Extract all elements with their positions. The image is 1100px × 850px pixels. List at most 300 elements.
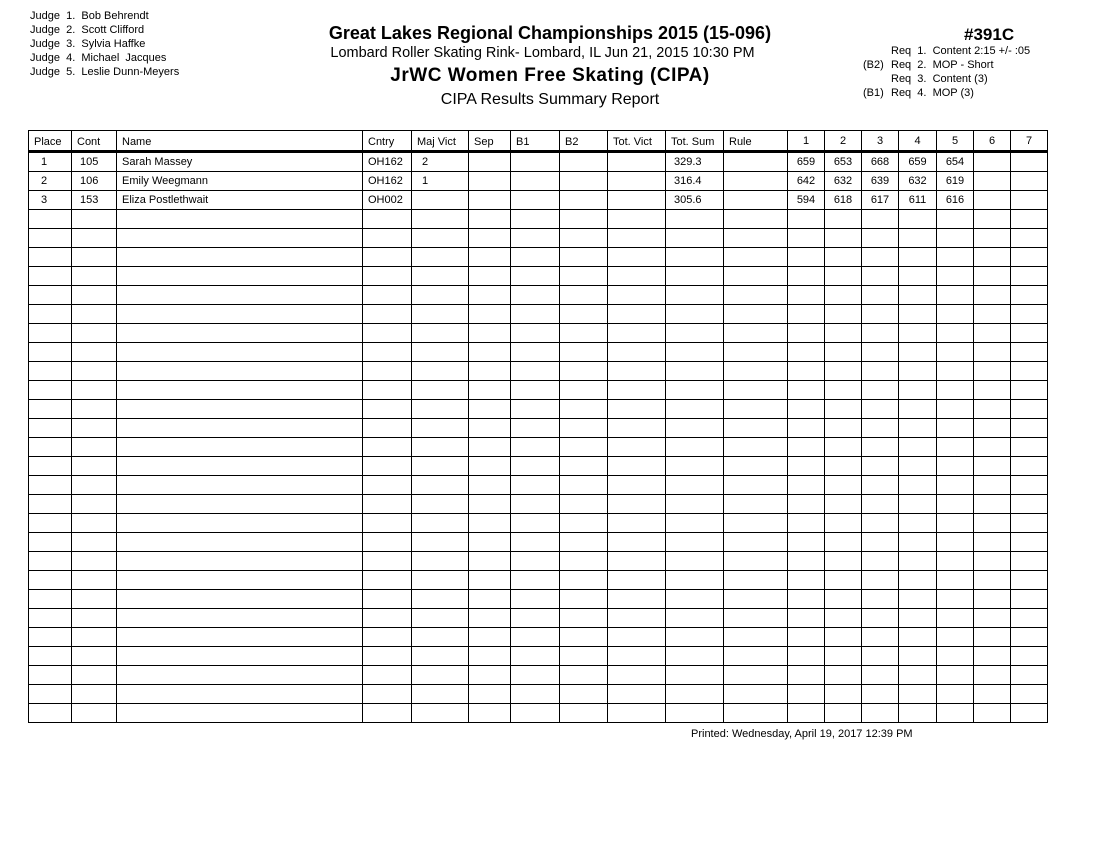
table-cell: [608, 552, 666, 571]
table-cell: [560, 210, 608, 229]
table-cell: [666, 476, 724, 495]
table-cell: [974, 286, 1011, 305]
table-cell: [937, 628, 974, 647]
table-cell: [974, 457, 1011, 476]
table-cell: [666, 628, 724, 647]
table-cell: [666, 305, 724, 324]
table-cell: 1: [412, 172, 469, 191]
table-cell: [788, 210, 825, 229]
table-cell: [1011, 267, 1048, 286]
table-cell: [29, 305, 72, 324]
table-cell: [511, 343, 560, 362]
table-cell: [29, 666, 72, 685]
table-cell: [1011, 362, 1048, 381]
column-header: Tot. Sum: [666, 131, 724, 152]
table-cell: [1011, 628, 1048, 647]
table-cell: [363, 267, 412, 286]
empty-row: [29, 685, 1048, 704]
empty-row: [29, 343, 1048, 362]
table-cell: [72, 419, 117, 438]
table-cell: [117, 514, 363, 533]
table-cell: [469, 514, 511, 533]
table-cell: [363, 552, 412, 571]
table-cell: [825, 248, 862, 267]
table-cell: [666, 324, 724, 343]
table-cell: [1011, 685, 1048, 704]
table-cell: [511, 704, 560, 723]
table-cell: [72, 495, 117, 514]
empty-row: [29, 704, 1048, 723]
table-cell: [469, 248, 511, 267]
table-cell: [974, 647, 1011, 666]
table-cell: [937, 533, 974, 552]
table-cell: [899, 628, 937, 647]
table-cell: [363, 210, 412, 229]
table-cell: [608, 324, 666, 343]
column-header: 1: [788, 131, 825, 152]
table-cell: [511, 324, 560, 343]
table-cell: [974, 666, 1011, 685]
table-cell: [469, 647, 511, 666]
table-cell: [608, 438, 666, 457]
empty-row: [29, 210, 1048, 229]
table-cell: [560, 152, 608, 172]
table-row: [29, 191, 1048, 210]
table-cell: OH162: [363, 172, 412, 191]
table-cell: [117, 590, 363, 609]
table-cell: [1011, 571, 1048, 590]
table-cell: [666, 267, 724, 286]
table-cell: [862, 229, 899, 248]
table-cell: [608, 286, 666, 305]
empty-row: [29, 248, 1048, 267]
table-header: [29, 131, 1048, 152]
table-cell: [1011, 666, 1048, 685]
table-cell: [117, 381, 363, 400]
table-cell: [117, 552, 363, 571]
column-header: 4: [899, 131, 937, 152]
table-cell: [412, 229, 469, 248]
empty-row: [29, 552, 1048, 571]
location-date: Lombard Roller Skating Rink- Lombard, IL Jun 21, 2015 10:30 PM: [330, 45, 755, 61]
table-cell: [511, 552, 560, 571]
table-cell: [974, 704, 1011, 723]
judge-2: Judge 2. Scott Clifford: [30, 24, 145, 36]
empty-row: [29, 514, 1048, 533]
table-cell: [469, 495, 511, 514]
table-cell: [666, 514, 724, 533]
table-cell: [560, 305, 608, 324]
table-cell: [724, 400, 788, 419]
table-cell: [560, 590, 608, 609]
table-cell: [724, 647, 788, 666]
table-cell: [469, 590, 511, 609]
table-cell: [974, 685, 1011, 704]
table-cell: 305.6: [666, 191, 724, 210]
table-cell: [974, 248, 1011, 267]
table-cell: [72, 590, 117, 609]
table-cell: 2: [29, 172, 72, 191]
table-cell: [29, 495, 72, 514]
table-cell: [469, 419, 511, 438]
table-cell: [788, 267, 825, 286]
table-cell: [608, 514, 666, 533]
table-cell: [937, 324, 974, 343]
table-cell: 617: [862, 191, 899, 210]
empty-row: [29, 419, 1048, 438]
table-cell: [974, 343, 1011, 362]
table-cell: [29, 381, 72, 400]
table-cell: [862, 571, 899, 590]
table-cell: [560, 381, 608, 400]
table-cell: [899, 666, 937, 685]
table-cell: [363, 628, 412, 647]
table-cell: [974, 152, 1011, 172]
table-cell: [788, 229, 825, 248]
table-cell: 619: [937, 172, 974, 191]
table-cell: [608, 267, 666, 286]
table-cell: [363, 457, 412, 476]
table-cell: [511, 457, 560, 476]
table-cell: [72, 571, 117, 590]
table-cell: [862, 495, 899, 514]
table-cell: [974, 590, 1011, 609]
column-header: Sep: [469, 131, 511, 152]
table-cell: [469, 210, 511, 229]
table-cell: [825, 229, 862, 248]
table-cell: [666, 666, 724, 685]
table-cell: [825, 324, 862, 343]
table-cell: [560, 172, 608, 191]
table-cell: [72, 438, 117, 457]
table-cell: [788, 305, 825, 324]
table-cell: [560, 514, 608, 533]
table-cell: [117, 704, 363, 723]
table-cell: [608, 152, 666, 172]
table-cell: [560, 229, 608, 248]
empty-row: [29, 533, 1048, 552]
table-cell: [72, 609, 117, 628]
report-title: CIPA Results Summary Report: [440, 91, 660, 108]
table-cell: [29, 438, 72, 457]
table-cell: [511, 152, 560, 172]
table-cell: [363, 381, 412, 400]
table-cell: [724, 172, 788, 191]
table-cell: [788, 647, 825, 666]
table-cell: [469, 571, 511, 590]
table-cell: [608, 381, 666, 400]
table-cell: [72, 647, 117, 666]
table-cell: [363, 647, 412, 666]
table-cell: [608, 191, 666, 210]
table-cell: [117, 362, 363, 381]
table-cell: [899, 495, 937, 514]
table-cell: [862, 419, 899, 438]
table-cell: [974, 571, 1011, 590]
table-cell: 105: [72, 152, 117, 172]
table-cell: [788, 533, 825, 552]
table-cell: [560, 286, 608, 305]
table-cell: [788, 628, 825, 647]
table-cell: [825, 514, 862, 533]
empty-row: [29, 305, 1048, 324]
table-cell: [363, 685, 412, 704]
table-cell: [117, 685, 363, 704]
event-title: JrWC Women Free Skating (CIPA): [390, 65, 710, 86]
table-cell: [29, 324, 72, 343]
requirements-list: [863, 44, 1030, 100]
table-cell: [1011, 381, 1048, 400]
table-cell: [469, 533, 511, 552]
table-cell: 654: [937, 152, 974, 172]
table-cell: [29, 286, 72, 305]
table-cell: [862, 210, 899, 229]
table-cell: [825, 419, 862, 438]
table-cell: [117, 400, 363, 419]
table-cell: 2: [412, 152, 469, 172]
table-cell: [899, 704, 937, 723]
table-cell: [1011, 210, 1048, 229]
table-cell: [363, 666, 412, 685]
table-cell: [788, 571, 825, 590]
table-cell: [899, 457, 937, 476]
table-cell: [117, 571, 363, 590]
table-cell: [412, 685, 469, 704]
table-cell: [511, 286, 560, 305]
table-cell: [666, 590, 724, 609]
table-cell: [899, 381, 937, 400]
table-cell: [825, 267, 862, 286]
table-cell: [608, 248, 666, 267]
table-cell: [511, 381, 560, 400]
table-cell: [724, 590, 788, 609]
table-cell: [666, 210, 724, 229]
judge-3: Judge 3. Sylvia Haffke: [30, 38, 146, 50]
table-cell: [666, 609, 724, 628]
table-cell: [560, 457, 608, 476]
table-cell: [862, 647, 899, 666]
column-header: Cont: [72, 131, 117, 152]
table-cell: [788, 343, 825, 362]
table-cell: [862, 286, 899, 305]
empty-row: [29, 609, 1048, 628]
table-cell: [974, 210, 1011, 229]
table-cell: [937, 305, 974, 324]
table-cell: [72, 628, 117, 647]
table-cell: [412, 590, 469, 609]
table-cell: [788, 438, 825, 457]
table-cell: [666, 704, 724, 723]
table-cell: [862, 457, 899, 476]
table-cell: [412, 381, 469, 400]
table-cell: [412, 210, 469, 229]
table-cell: [412, 191, 469, 210]
table-cell: 632: [825, 172, 862, 191]
table-cell: [862, 514, 899, 533]
table-cell: 316.4: [666, 172, 724, 191]
table-cell: [862, 685, 899, 704]
table-cell: [862, 552, 899, 571]
table-cell: 659: [788, 152, 825, 172]
table-cell: [72, 362, 117, 381]
table-cell: [363, 514, 412, 533]
table-cell: [724, 476, 788, 495]
table-cell: [363, 438, 412, 457]
table-cell: [29, 476, 72, 495]
table-cell: [117, 533, 363, 552]
table-cell: [608, 571, 666, 590]
table-row: [29, 172, 1048, 191]
table-cell: [72, 286, 117, 305]
table-cell: [825, 400, 862, 419]
table-cell: [29, 457, 72, 476]
table-cell: [469, 229, 511, 248]
table-cell: [469, 172, 511, 191]
column-header: 5: [937, 131, 974, 152]
table-cell: [511, 476, 560, 495]
table-cell: [937, 571, 974, 590]
table-cell: [788, 286, 825, 305]
judge-4: Judge 4. Michael Jacques: [30, 52, 167, 64]
table-cell: [788, 324, 825, 343]
table-cell: [1011, 552, 1048, 571]
table-cell: [825, 343, 862, 362]
column-header: 7: [1011, 131, 1048, 152]
table-cell: [862, 381, 899, 400]
table-cell: [511, 533, 560, 552]
table-cell: 659: [899, 152, 937, 172]
table-cell: [937, 590, 974, 609]
table-cell: [608, 685, 666, 704]
table-cell: [469, 609, 511, 628]
column-header: B1: [511, 131, 560, 152]
table-cell: [974, 229, 1011, 248]
table-cell: [412, 533, 469, 552]
table-cell: [724, 343, 788, 362]
empty-row: [29, 666, 1048, 685]
table-cell: [937, 381, 974, 400]
table-cell: [825, 286, 862, 305]
table-cell: [363, 476, 412, 495]
table-cell: [469, 704, 511, 723]
table-cell: [974, 438, 1011, 457]
table-cell: [511, 438, 560, 457]
table-cell: 1: [29, 152, 72, 172]
table-cell: [29, 590, 72, 609]
table-cell: [724, 267, 788, 286]
table-cell: [363, 533, 412, 552]
empty-row: [29, 457, 1048, 476]
table-cell: [899, 609, 937, 628]
table-cell: [117, 609, 363, 628]
table-cell: [608, 628, 666, 647]
table-row: [29, 152, 1048, 172]
empty-row: [29, 362, 1048, 381]
table-cell: [560, 267, 608, 286]
table-cell: [72, 305, 117, 324]
column-header: Place: [29, 131, 72, 152]
table-cell: [412, 609, 469, 628]
table-cell: [511, 609, 560, 628]
table-cell: [1011, 438, 1048, 457]
table-cell: [788, 248, 825, 267]
event-number: #391C: [964, 25, 1015, 44]
table-cell: [72, 476, 117, 495]
table-cell: [937, 229, 974, 248]
table-cell: [511, 229, 560, 248]
table-cell: [511, 210, 560, 229]
table-cell: [511, 191, 560, 210]
table-cell: [724, 457, 788, 476]
table-cell: [937, 495, 974, 514]
table-cell: [511, 666, 560, 685]
table-cell: Emily Weegmann: [117, 172, 363, 191]
table-cell: [974, 628, 1011, 647]
table-cell: [974, 400, 1011, 419]
table-cell: [974, 305, 1011, 324]
table-cell: [724, 628, 788, 647]
table-cell: [511, 647, 560, 666]
table-cell: [412, 495, 469, 514]
table-cell: [469, 191, 511, 210]
table-cell: [117, 476, 363, 495]
table-cell: [72, 514, 117, 533]
table-cell: [117, 324, 363, 343]
table-cell: [899, 229, 937, 248]
table-cell: [29, 704, 72, 723]
table-cell: [560, 552, 608, 571]
table-cell: [899, 400, 937, 419]
table-cell: [29, 343, 72, 362]
table-cell: [899, 438, 937, 457]
table-cell: [608, 457, 666, 476]
column-header: Rule: [724, 131, 788, 152]
table-cell: [1011, 609, 1048, 628]
table-cell: [560, 495, 608, 514]
table-cell: [363, 343, 412, 362]
table-cell: [560, 571, 608, 590]
table-cell: [72, 400, 117, 419]
table-cell: [937, 609, 974, 628]
table-cell: [412, 267, 469, 286]
table-cell: [1011, 172, 1048, 191]
table-cell: [72, 229, 117, 248]
table-cell: [666, 248, 724, 267]
table-cell: [560, 362, 608, 381]
table-cell: [724, 685, 788, 704]
table-cell: [608, 419, 666, 438]
results-table: [28, 130, 1048, 723]
table-cell: [666, 571, 724, 590]
table-cell: [511, 419, 560, 438]
table-cell: [560, 343, 608, 362]
table-cell: [29, 229, 72, 248]
table-cell: [117, 628, 363, 647]
table-cell: [117, 438, 363, 457]
judge-1: Judge 1. Bob Behrendt: [30, 10, 149, 22]
table-cell: [974, 476, 1011, 495]
table-cell: [72, 552, 117, 571]
table-cell: [117, 647, 363, 666]
table-cell: [825, 457, 862, 476]
table-cell: [1011, 324, 1048, 343]
table-cell: [974, 552, 1011, 571]
table-cell: [117, 457, 363, 476]
table-cell: [511, 172, 560, 191]
table-cell: [937, 514, 974, 533]
table-cell: [608, 343, 666, 362]
table-cell: [974, 381, 1011, 400]
